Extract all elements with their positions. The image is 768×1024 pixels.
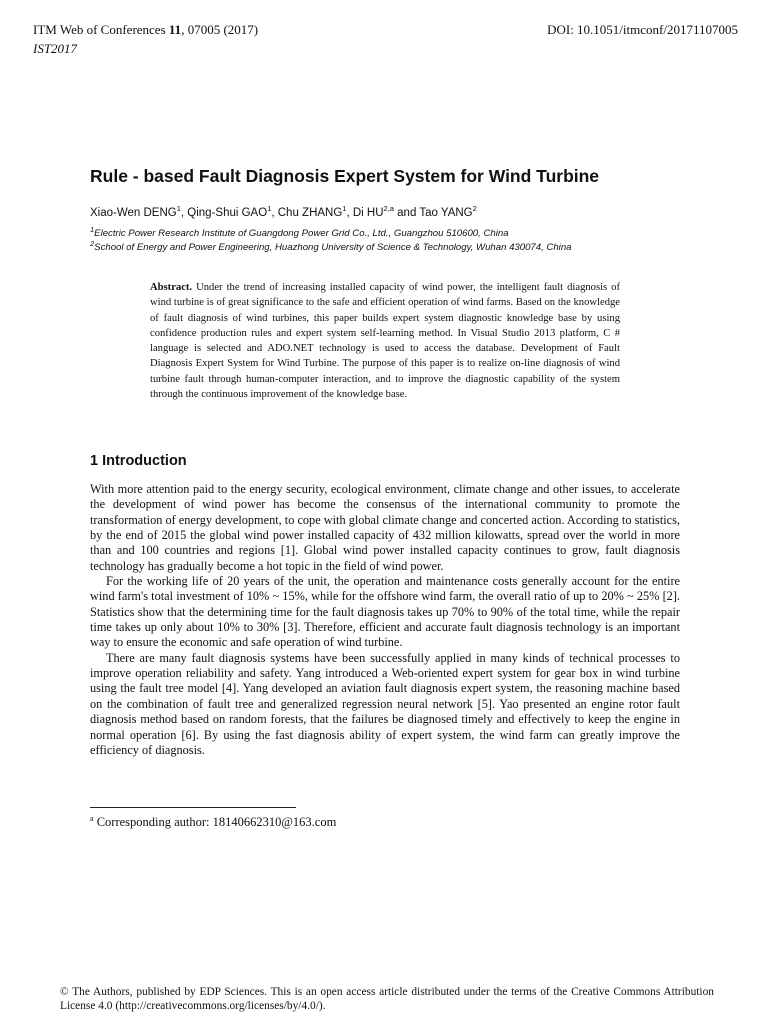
- author-affiliation-mark: 2,a: [383, 204, 394, 214]
- author-name: Qing-Shui GAO: [187, 207, 268, 219]
- doi-link[interactable]: DOI: 10.1051/itmconf/20171107005: [547, 22, 738, 37]
- journal-suffix: , 07005 (2017): [181, 22, 259, 37]
- footnote: [90, 815, 336, 830]
- author-separator: ,: [346, 207, 353, 219]
- body-paragraph: For the working life of 20 years of the unit, the operation and maintenance costs generally account for the entire wind farm's total investment of 10% ~ 15%, while for the offshore wind farm, the overall ratio of up to 20% ~ 25% [2]. Statistics show that the determining time for the fault diagnosis takes up 70% to 90% of the total time, while the repair time takes up only about 10% to 30% [3]. Therefore, efficient and accurate fault diagnosis technology is an important way to ensure the economic and safe operation of wind turbine.: [90, 574, 680, 650]
- affiliation-2: [90, 238, 572, 253]
- affiliation-text: School of Energy and Power Engineering, Huazhong University of Science & Technology, Wuhan 430074, China: [94, 242, 572, 253]
- author-name: Xiao-Wen DENG: [90, 207, 177, 219]
- journal-prefix: ITM Web of Conferences: [33, 22, 169, 37]
- author-affiliation-mark: 1: [176, 204, 181, 214]
- abstract: [150, 280, 620, 402]
- abstract-label: Abstract.: [150, 282, 193, 293]
- author-affiliation-mark: 1: [267, 204, 272, 214]
- body-paragraph: There are many fault diagnosis systems have been successfully applied in many kinds of technical processes to improve operation reliability and safety. Yang introduced a Web-oriented expert system for gear box in wind turbine using the fault tree model [4]. Yang developed an aviation fault diagnosis expert system, the reasoning machine based on the combination of fault tree and generalized regression neural network [5]. Yao presented an engine rotor fault diagnosis method based on random forests, that the failures be diagnosed timely and effectively to keep the engine in normal operation [6]. By using the fast diagnosis ability of expert system, the wind farm can greatly improve the efficiency of diagnosis.: [90, 650, 680, 757]
- footnote-text: Corresponding author: 18140662310@163.com: [93, 815, 337, 829]
- section-heading: 1 Introduction: [90, 453, 187, 469]
- affiliation-text: Electric Power Research Institute of Guangdong Power Grid Co., Ltd., Guangzhou 510600, China: [94, 228, 509, 239]
- author-name: Di HU: [352, 207, 384, 219]
- author-and: and: [393, 207, 420, 219]
- footnote-divider: [90, 807, 296, 808]
- author-name: Tao YANG: [419, 207, 473, 219]
- journal-volume: 11: [168, 22, 182, 37]
- author-separator: ,: [180, 207, 188, 219]
- paper-title: Rule - based Fault Diagnosis Expert System for Wind Turbine: [90, 166, 600, 186]
- affiliation-mark: 2: [90, 238, 95, 248]
- footnote-mark: a: [90, 813, 94, 823]
- license-notice: © The Authors, published by EDP Sciences. This is an open access article distributed under the terms of the Creative Commons Attribution License 4.0 (http://creativecommons.org/licenses/by/4.0/).: [60, 986, 714, 1012]
- author-affiliation-mark: 2: [472, 204, 477, 214]
- author-separator: ,: [271, 207, 278, 219]
- author-list: [90, 204, 477, 219]
- abstract-text: Under the trend of increasing installed capacity of wind power, the intelligent fault diagnosis of wind turbine is of great significance to the safe and efficient operation of wind farms. Based on the knowledge of fault diagnosis of wind turbines, this paper builds expert system diagnostic knowledge base by using confidence production rules and expert system self-learning method. In Visual Studio 2013 platform, C # language is selected and ADO.NET technology is used to access the database. Development of Fault Diagnosis Expert System for Wind Turbine. The purpose of this paper is to realize on-line diagnosis of wind turbine fault through human-computer interaction, and to improve the diagnostic capability of the system through the continuous improvement of the knowledge base.: [150, 282, 620, 401]
- conference-name: IST2017: [33, 41, 78, 56]
- section-body: [90, 482, 680, 758]
- author-name: Chu ZHANG: [277, 207, 343, 219]
- affiliation-mark: 1: [90, 224, 95, 234]
- journal-reference: [33, 22, 258, 38]
- body-paragraph: With more attention paid to the energy security, ecological environment, climate change and other issues, to accelerate the development of wind power has become the consensus of the international community to promote the transformation of energy development, to cope with global climate change and concerted action. According to statistics, by the end of 2015 the global wind power installed capacity of 432 million kilowatts, spread over the world in more than and 100 countries and regions [1]. Global wind power installed capacity continues to grow, fault diagnosis technology has gradually become a hot topic in the field of wind power.: [90, 482, 680, 573]
- author-affiliation-mark: 1: [342, 204, 347, 214]
- affiliation-1: [90, 224, 509, 239]
